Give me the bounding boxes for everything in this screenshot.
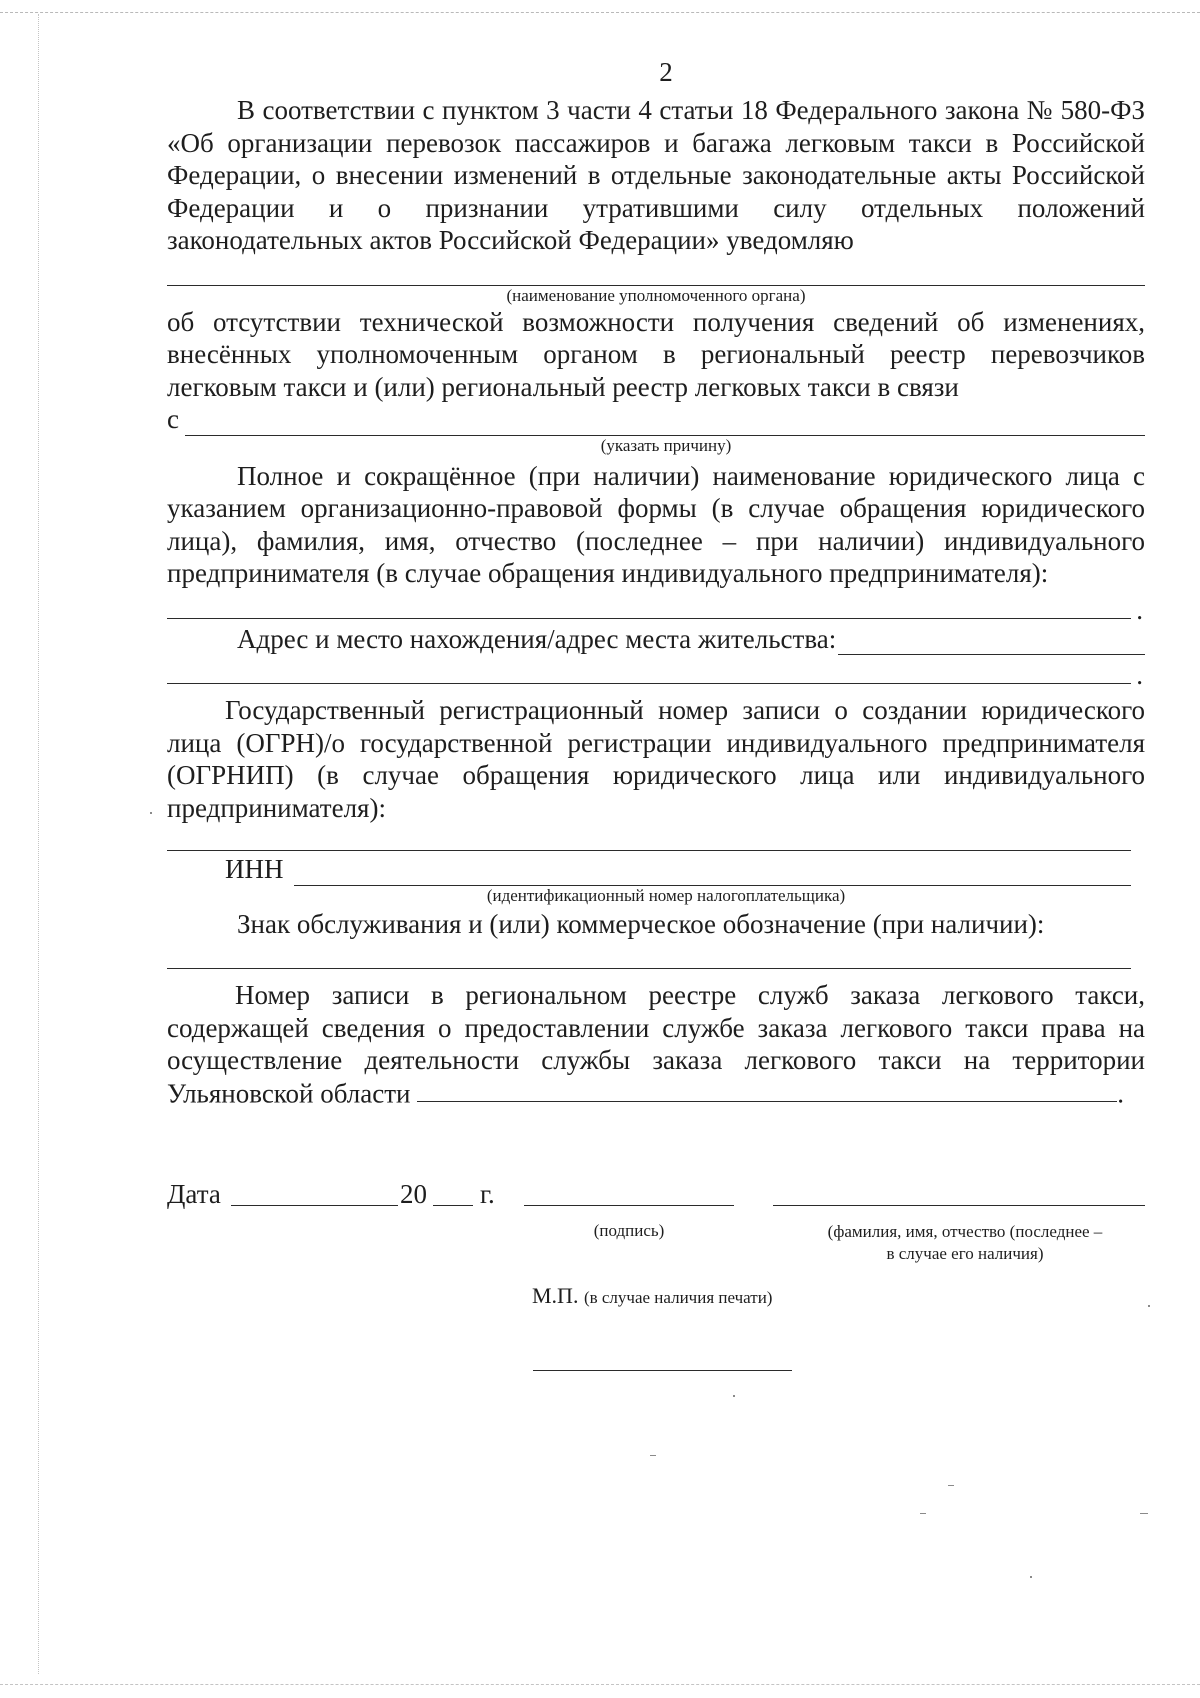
inn-line: [167, 853, 1145, 886]
full-name-caption-line2: в случае его наличия): [886, 1244, 1044, 1264]
year-prefix: 20: [400, 1179, 427, 1210]
full-name-caption: [785, 1221, 1145, 1265]
page-number: 2: [659, 57, 673, 87]
stamp-place: [167, 1283, 1145, 1319]
authority-name-caption: (наименование уполномоченного органа): [506, 285, 806, 305]
scan-edge-bottom: [0, 1684, 1200, 1685]
signature-captions: [167, 1219, 1145, 1283]
year-suffix: г.: [480, 1179, 495, 1210]
date-label: Дата: [167, 1179, 221, 1210]
closing-rule: [533, 1370, 792, 1371]
address-field-continued[interactable]: [167, 655, 1131, 684]
scan-speck: [948, 1485, 954, 1486]
scan-speck: [920, 1513, 926, 1514]
date-field[interactable]: [231, 1205, 398, 1206]
scan-edge-top: [0, 12, 1200, 13]
stamp-label-wrap: [532, 1283, 772, 1309]
registry-record-field[interactable]: [417, 1077, 1117, 1102]
reason-line: [167, 403, 1145, 436]
ogrn-field-continued[interactable]: [167, 824, 1131, 851]
inn-field[interactable]: [294, 861, 1132, 886]
trademark-paragraph: Знак обслуживания и (или) коммерческое обозначение (при наличии):: [237, 908, 1045, 939]
signature-field[interactable]: [524, 1205, 734, 1206]
signature-row: [167, 1179, 1145, 1219]
year-field[interactable]: [433, 1205, 473, 1206]
entity-name-field[interactable]: [167, 590, 1131, 619]
inn-label: ИНН: [225, 854, 284, 884]
scan-speck: [150, 812, 152, 814]
entity-name-paragraph: Полное и сокращённое (при наличии) наименование юридического лица с указанием организационно-правовой формы (в случае обращения юридического лица), фамилия, имя, отчество (последнее – при наличии) индивидуального предпринимателя (в случае обращения индивидуального предпринимателя):: [167, 460, 1145, 588]
scan-speck: [650, 1455, 656, 1456]
scan-speck: [1148, 1305, 1150, 1307]
full-name-field[interactable]: [773, 1205, 1145, 1206]
address-line: [167, 623, 1145, 656]
scan-edge-left: [38, 14, 39, 1674]
intro-paragraph: В соответствии с пунктом 3 части 4 статьи 18 Федерального закона № 580-ФЗ «Об организации перевозок пассажиров и багажа легковым такси в Российской Федерации, о внесении изменений в отдельные законодательные акты Российской Федерации и о признании утратившими силу отдельных положений законодательных актов Российской Федерации» уведомляю: [167, 95, 1145, 255]
document-page: [167, 54, 1145, 1319]
reason-prefix: с: [167, 404, 179, 434]
inn-caption: (идентификационный номер налогоплательщика): [486, 885, 846, 905]
registry-record-paragraph: Номер записи в региональном реестре служб заказа легкового такси, содержащей сведения о предоставлении службе заказа легкового такси права на осуществление деятельности службы заказа легкового такси на территории Ульяновской области .: [167, 980, 1145, 1108]
reason-field[interactable]: [185, 411, 1145, 436]
scan-speck: [1030, 1576, 1032, 1578]
reason-caption: (указать причину): [600, 435, 732, 455]
trademark-field[interactable]: [167, 940, 1131, 969]
scan-speck: [1140, 1513, 1148, 1514]
scan-speck: [733, 1395, 735, 1397]
full-name-caption-line1: (фамилия, имя, отчество (последнее –: [827, 1222, 1103, 1242]
notice-paragraph: об отсутствии технической возможности получения сведений об изменениях, внесённых уполномоченным органом в региональный реестр перевозчиков легковым такси и (или) региональный реестр легковых такси в связи: [167, 306, 1145, 402]
stamp-label: М.П.: [532, 1283, 579, 1309]
address-field[interactable]: [838, 630, 1145, 655]
authority-name-field[interactable]: [167, 257, 1145, 286]
registry-record-text: Номер записи в региональном реестре служб заказа легкового такси, содержащей сведения о предоставлении службе заказа легкового такси права на осуществление деятельности службы заказа легкового такси на территории Ульяновской области: [167, 980, 1145, 1108]
ogrn-paragraph: Государственный регистрационный номер записи о создании юридического лица (ОГРН)/о государственной регистрации индивидуального предпринимателя (ОГРНИП) (в случае обращения юридического лица или индивидуального предпринимателя):: [167, 695, 1145, 823]
signature-caption: (подпись): [593, 1221, 665, 1241]
address-label: Адрес и место нахождения/адрес места жительства:: [237, 623, 837, 654]
stamp-note: (в случае наличия печати): [583, 1288, 773, 1308]
